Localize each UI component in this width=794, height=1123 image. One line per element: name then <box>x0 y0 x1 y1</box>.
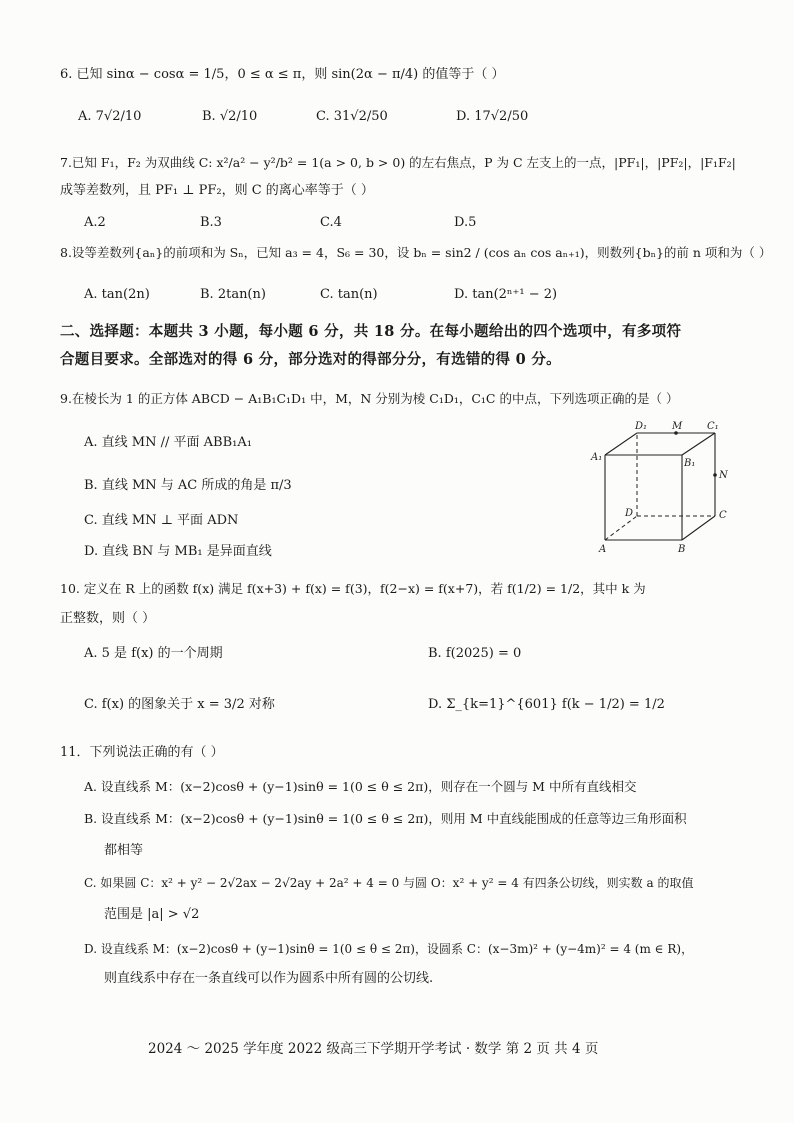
question-7-stem-line2: 成等差数列，且 PF₁ ⊥ PF₂，则 C 的离心率等于（ ） <box>60 183 374 198</box>
question-11-stem: 11．下列说法正确的有（ ） <box>60 745 224 760</box>
label-m: M <box>672 421 683 432</box>
question-8-option-d: D. tan(2ⁿ⁺¹ − 2) <box>454 287 558 302</box>
question-11-option-c-line2: 范围是 |a| > √2 <box>104 907 200 922</box>
label-c1: C₁ <box>707 421 719 432</box>
label-b1: B₁ <box>684 458 696 469</box>
label-a1: A₁ <box>591 452 603 463</box>
label-d: D <box>625 508 634 519</box>
edge-c-b <box>682 516 715 540</box>
question-10-option-a: A. 5 是 f(x) 的一个周期 <box>84 646 223 661</box>
page-footer: 2024 ～ 2025 学年度 2022 级高三下学期开学考试 · 数学 第 2 页 共 4 页 <box>148 1041 599 1057</box>
edge-c1-b1 <box>682 433 715 455</box>
question-9-stem: 9.在棱长为 1 的正方体 ABCD − A₁B₁C₁D₁ 中，M，N 分别为棱 C₁D₁，C₁C 的中点，下列选项正确的是（ ） <box>60 391 679 406</box>
point-n <box>713 473 717 477</box>
section-2-heading-line2: 合题目要求。全部选对的得 6 分，部分选对的得部分分，有选错的得 0 分。 <box>60 351 561 368</box>
question-8-stem: 8.设等差数列{aₙ}的前项和为 Sₙ，已知 a₃ = 4，S₆ = 30，设 bₙ = sin2 / (cos aₙ cos aₙ₊₁)，则数列{bₙ}的前 n 项和为（ ） <box>60 245 772 260</box>
label-a: A <box>599 544 607 555</box>
question-7-option-d: D.5 <box>454 215 477 230</box>
question-6-option-b: B. √2/10 <box>202 109 258 124</box>
question-6-option-c: C. 31√2/50 <box>316 109 388 124</box>
question-9-option-b: B. 直线 MN 与 AC 所成的角是 π/3 <box>84 478 292 493</box>
question-6-stem: 6. 已知 sinα − cosα = 1/5，0 ≤ α ≤ π，则 sin(2α − π/4) 的值等于（ ） <box>60 67 505 82</box>
question-10-stem-line2: 正整数，则（ ） <box>60 611 156 626</box>
question-11-option-b-line1: B. 设直线系 M：(x−2)cosθ + (y−1)sinθ = 1(0 ≤ θ ≤ 2π)，则用 M 中直线能围成的任意等边三角形面积 <box>84 811 687 826</box>
edge-a1-d1 <box>605 433 637 455</box>
question-6-option-a: A. 7√2/10 <box>78 109 142 124</box>
question-8-option-c: C. tan(n) <box>320 287 378 302</box>
cube-figure <box>585 418 735 558</box>
question-7-option-a: A.2 <box>84 215 106 230</box>
question-7-option-c: C.4 <box>320 215 342 230</box>
question-7-stem-line1: 7.已知 F₁，F₂ 为双曲线 C: x²/a² − y²/b² = 1(a > 0, b > 0) 的左右焦点，P 为 C 左支上的一点，|PF₁|，|PF₂|，|F₁F₂| <box>60 155 736 170</box>
question-11-option-a: A. 设直线系 M：(x−2)cosθ + (y−1)sinθ = 1(0 ≤ θ ≤ 2π)，则存在一个圆与 M 中所有直线相交 <box>84 779 637 794</box>
question-6-option-d: D. 17√2/50 <box>456 109 529 124</box>
label-d1: D₁ <box>635 421 648 432</box>
section-2-heading-line1: 二、选择题：本题共 3 小题，每小题 6 分，共 18 分。在每小题给出的四个选项中，有多项符 <box>60 323 682 340</box>
question-10-option-d: D. Σ_{k=1}^{601} f(k − 1/2) = 1/2 <box>428 697 665 712</box>
question-11-option-d-line1: D. 设直线系 M：(x−2)cosθ + (y−1)sinθ = 1(0 ≤ θ ≤ 2π)，设圆系 C：(x−3m)² + (y−4m)² = 4 (m ∈ R)， <box>84 942 694 956</box>
question-9-option-c: C. 直线 MN ⊥ 平面 ADN <box>84 513 239 528</box>
question-11-option-c-line1: C. 如果圆 C：x² + y² − 2√2ax − 2√2ay + 2a² + 4 = 0 与圆 O：x² + y² = 4 有四条公切线，则实数 a 的取值 <box>84 876 694 890</box>
question-9-option-d: D. 直线 BN 与 MB₁ 是异面直线 <box>84 544 272 559</box>
question-11-option-b-line2: 都相等 <box>104 843 144 858</box>
edge-a-d-hidden <box>605 516 637 540</box>
question-9-option-a: A. 直线 MN // 平面 ABB₁A₁ <box>84 435 252 450</box>
label-n: N <box>719 470 728 481</box>
question-8-option-a: A. tan(2n) <box>84 287 150 302</box>
question-11-option-d-line2: 则直线系中存在一条直线可以作为圆系中所有圆的公切线. <box>104 971 434 986</box>
question-10-stem-line1: 10. 定义在 R 上的函数 f(x) 满足 f(x+3) + f(x) = f(3)，f(2−x) = f(x+7)，若 f(1/2) = 1/2，其中 k 为 <box>60 581 646 596</box>
label-b: B <box>678 544 686 555</box>
question-10-option-b: B. f(2025) = 0 <box>428 646 522 661</box>
question-7-option-b: B.3 <box>200 215 222 230</box>
question-8-option-b: B. 2tan(n) <box>200 287 266 302</box>
label-c: C <box>719 510 727 521</box>
question-10-option-c: C. f(x) 的图象关于 x = 3/2 对称 <box>84 697 275 712</box>
